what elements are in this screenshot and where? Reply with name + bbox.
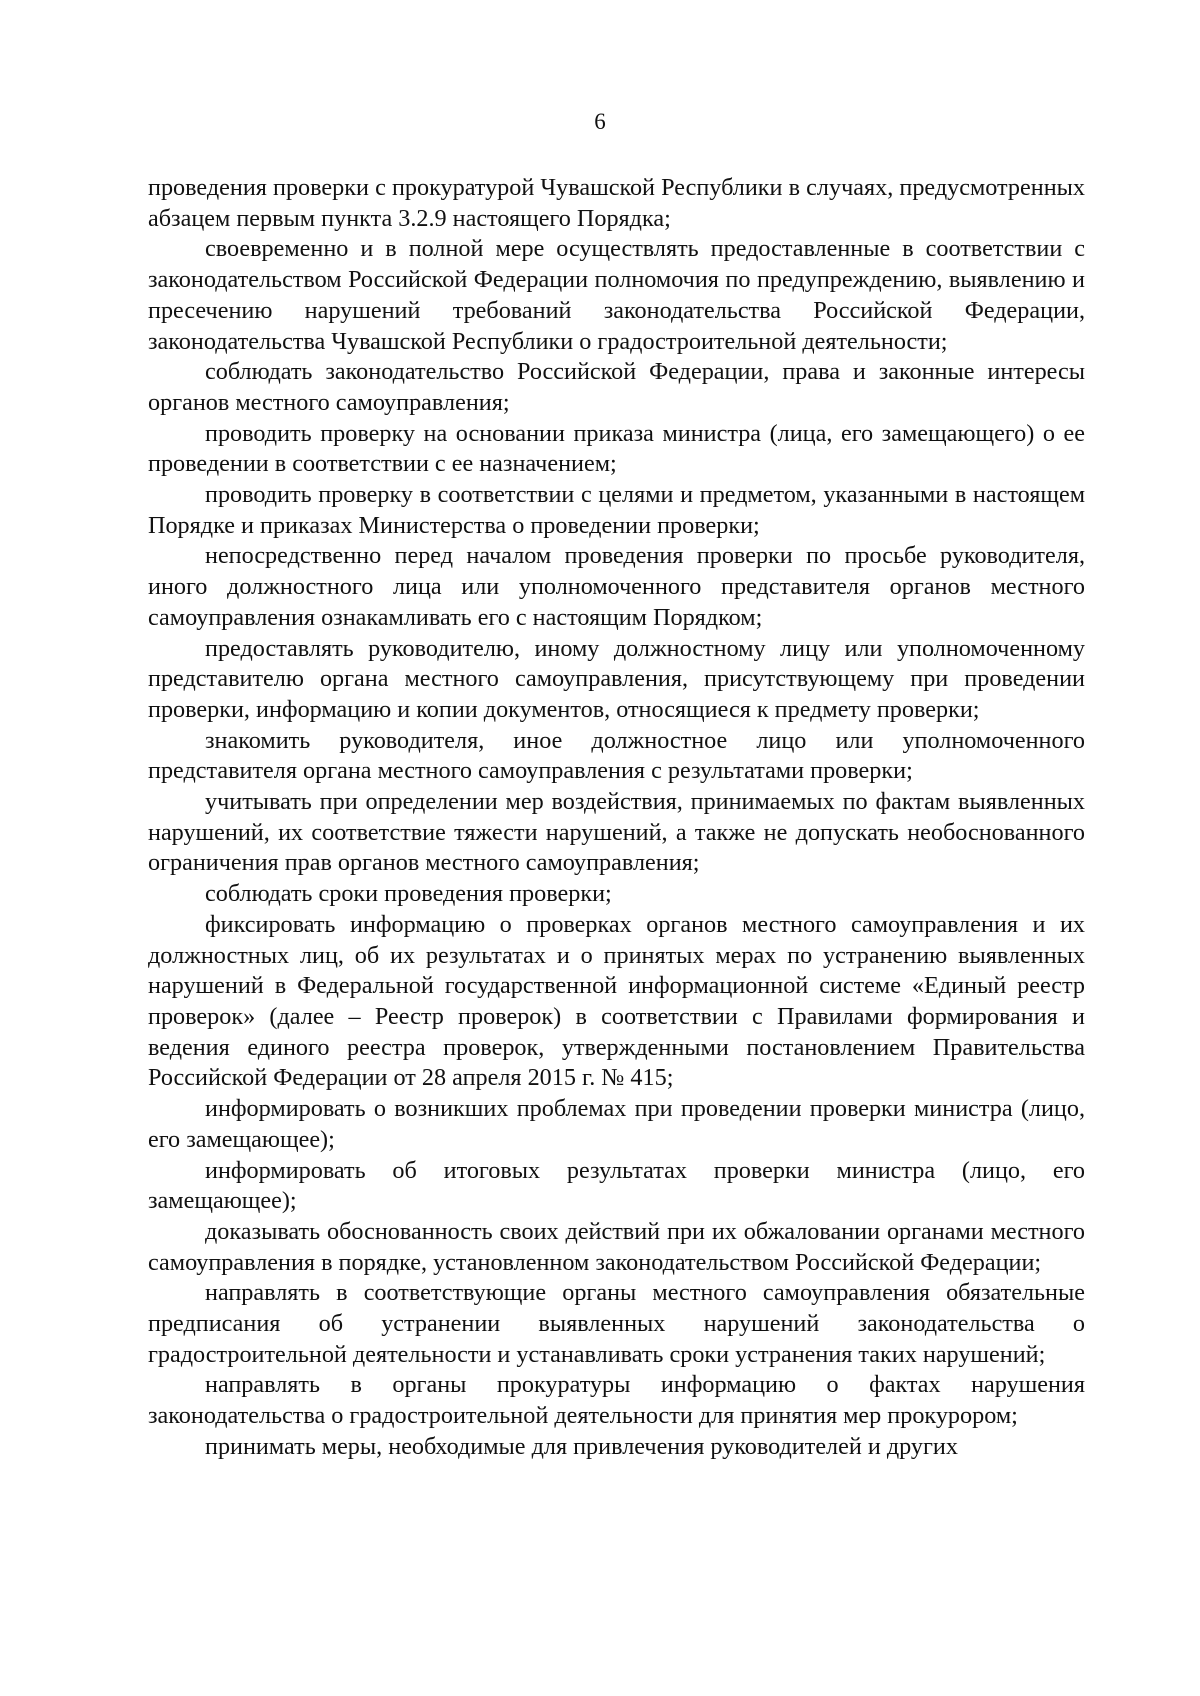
paragraph-continuation: проведения проверки с прокуратурой Чувашской Республики в случаях, предусмотренных абзацем первым пункта 3.2.9 настоящего Порядка; (148, 174, 1085, 232)
document-body (148, 173, 1085, 1463)
paragraph-record-in-registry: фиксировать информацию о проверках органов местного самоуправления и их должностных лиц, об их результатах и о принятых мерах по устранению выявленных нарушений в Федеральной государственной информационной системе «Единый реестр проверок» (далее – Реестр проверок) в соответствии с Правилами формирования и ведения единого реестра проверок, утвержденными постановлением Правительства Российской Федерации от 28 апреля 2015 г. № 415; (148, 910, 1085, 1092)
paragraph-consider-measures: учитывать при определении мер воздействия, принимаемых по фактам выявленных нарушений, их соответствие тяжести нарушений, а также не допускать необоснованного ограничения прав органов местного самоуправления; (148, 788, 1085, 877)
paragraph-inform-results: информировать об итоговых результатах проверки министра (лицо, его замещающее); (148, 1156, 1085, 1215)
paragraph-provide-information: предоставлять руководителю, иному должностному лицу или уполномоченному представителю органа местного самоуправления, присутствующему при проведении проверки, информацию и копии документов, относящиеся к предмету проверки; (148, 634, 1085, 723)
paragraph-familiarize-procedure: непосредственно перед началом проведения проверки по просьбе руководителя, иного должностного лица или уполномоченного представителя органов местного самоуправления ознакамливать его с настоящим Порядком; (148, 542, 1085, 631)
paragraph-observe-legislation: соблюдать законодательство Российской Федерации, права и законные интересы органов местного самоуправления; (148, 358, 1085, 416)
paragraph-notify-prosecutors: направлять в органы прокуратуры информацию о фактах нарушения законодательства о градостроительной деятельности для принятия мер прокурором; (148, 1371, 1085, 1430)
page-number: 6 (594, 109, 606, 134)
paragraph-justify-actions: доказывать обоснованность своих действий при их обжаловании органами местного самоуправления в порядке, установленном законодательством Российской Федерации; (148, 1217, 1085, 1276)
paragraph-inform-problems: информировать о возникших проблемах при проведении проверки министра (лицо, его замещающее); (148, 1095, 1085, 1153)
paragraph-send-orders: направлять в соответствующие органы местного самоуправления обязательные предписания об устранении выявленных нарушений законодательства о градостроительной деятельности и устанавливать сроки устранения таких нарушений; (148, 1279, 1085, 1368)
paragraph-observe-deadlines: соблюдать сроки проведения проверки; (205, 880, 612, 908)
paragraph-exercise-powers: своевременно и в полной мере осуществлять предоставленные в соответствии с законодательством Российской Федерации полномочия по предупреждению, выявлению и пресечению нарушений требований законодательства Российской Федерации, законодательства Чувашской Республики о градостроительной деятельности; (148, 235, 1085, 355)
paragraph-conduct-on-order: проводить проверку на основании приказа министра (лица, его замещающего) о ее проведении в соответствии с ее назначением; (148, 419, 1085, 478)
paragraph-acquaint-results: знакомить руководителя, иное должностное лицо или уполномоченного представителя органа местного самоуправления с результатами проверки; (148, 726, 1085, 785)
paragraph-take-measures: принимать меры, необходимые для привлечения руководителей и других (205, 1432, 958, 1460)
paragraph-conduct-per-goals: проводить проверку в соответствии с целями и предметом, указанными в настоящем Порядке и приказах Министерства о проведении проверки; (148, 481, 1085, 539)
